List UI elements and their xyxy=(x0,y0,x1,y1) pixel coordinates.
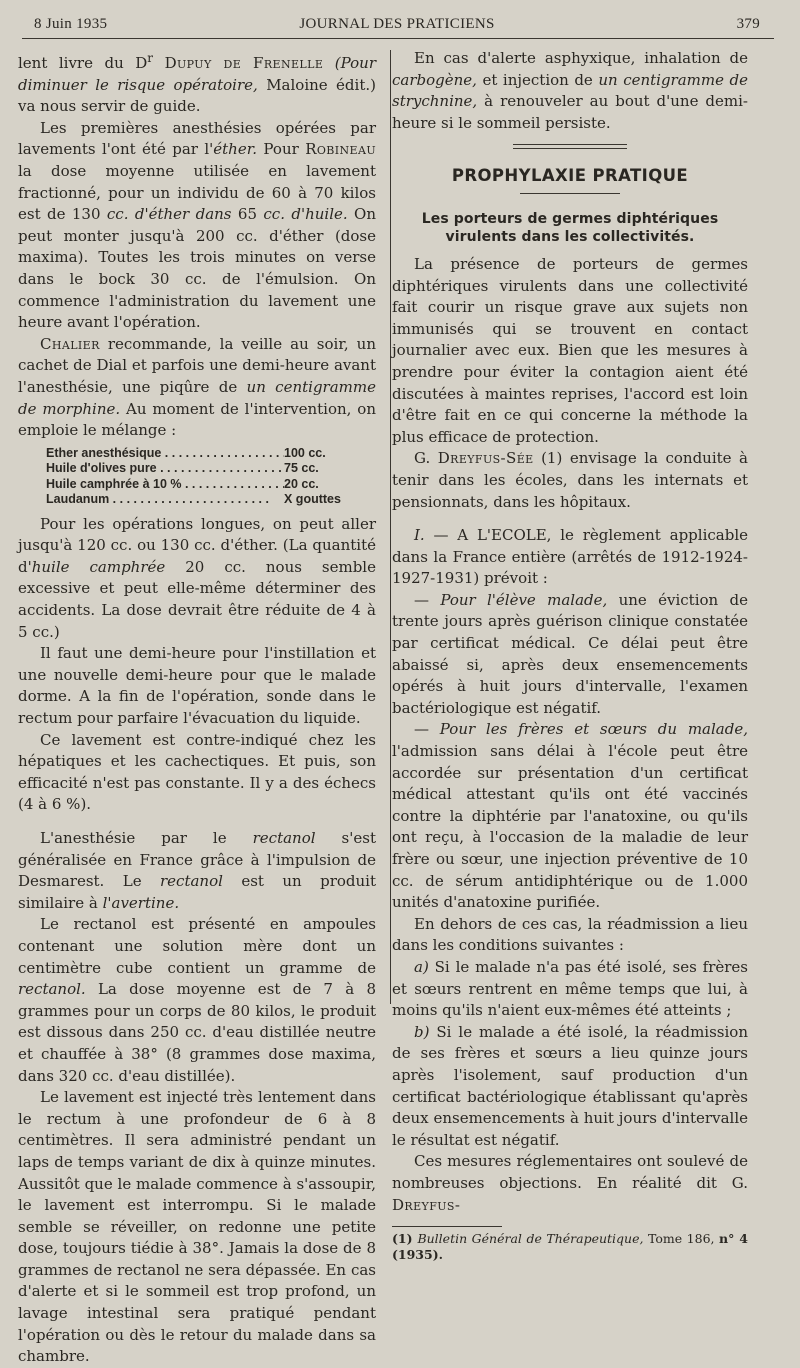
footnote-rule xyxy=(392,1226,502,1227)
paragraph: b) Si le malade a été isolé, la réadmission de ses frères et sœurs a lieu quinze jours après l'isolement, sauf production d'un certificat bactériologique établissant qu'après deux ensemencements à huit jours d'intervalle le résultat est négatif. xyxy=(392,1022,748,1149)
column-divider xyxy=(390,50,391,1004)
title-rule xyxy=(520,193,620,194)
author-name: Robineau xyxy=(305,140,376,159)
paragraph: En cas d'alerte asphyxique, inhalation de carbogène, et injection de un centigramme de strychnine, à renouveler au bout d'une demi-heure si le sommeil persiste. xyxy=(392,49,749,132)
journal-title: JOURNAL DES PRATICIENS xyxy=(299,16,495,32)
book-title: (Pour diminuer le risque opératoire, xyxy=(18,54,376,94)
paragraph: Pour les opérations longues, on peut aller jusqu'à 120 cc. ou 130 cc. d'éther. (La quantité d'huile camphrée 20 cc. nous semble excessive et peut elle-même déterminer des accidents. La dose devrait être réduite de 4 à 5 cc.) xyxy=(18,514,376,641)
paragraph: En dehors de ces cas, la réadmission a lieu dans les conditions suivantes : xyxy=(392,914,748,955)
author-name: Dreyfus-Sée xyxy=(437,449,534,468)
author-name: Dupuy de Frenelle xyxy=(164,54,324,72)
paragraph: G. Dreyfus-Sée (1) envisage la conduite à tenir dans les écoles, dans les internats et pensionnats, dans les hôpitaux. xyxy=(392,449,748,511)
paragraph: a) Si le malade n'a pas été isolé, ses frères et sœurs rentrent en même temps que lui, à moins qu'ils n'aient eux-mêmes été atteints ; xyxy=(392,957,748,1020)
mixture-row: Laudanum . . . X gouttes xyxy=(46,492,346,508)
paragraph: Les premières anesthésies opérées par lavements l'ont été par l'éther. Pour Robineau la dose moyenne utilisée en lavement fractionné, pour un individu de 60 à 70 kilos est de 130 cc. d'éther dans 65 cc. d'huile. On peut monter jusqu'à 200 cc. d'éther (dose maxima). Toutes les trois minutes on verse dans le bock 30 cc. de l'émulsion. On commence l'administration du lavement une heure avant l'opération. xyxy=(18,118,376,332)
paragraph: Chalier recommande, la veille au soir, un cachet de Dial et parfois une demi-heure avant l'anesthésie, une piqûre de un centigramme de morphine. Au moment de l'intervention, on emploie le mélange : xyxy=(18,334,376,440)
paragraph: Il faut une demi-heure pour l'instillation et une nouvelle demi-heure pour que le malade dorme. A la fin de l'opération, sonde dans le rectum pour parfaire l'évacuation du liquide. xyxy=(18,644,376,728)
section-separator xyxy=(513,144,627,149)
section-title: PROPHYLAXIE PRATIQUE xyxy=(451,166,689,186)
paragraph: — Pour l'élève malade, une éviction de trente jours après guérison clinique constatée par certificat médical. Ce délai peut être abaissé si, après deux ensemencements opérés à huit jours d'intervalle, l'examen bactériologique est négatif. xyxy=(392,590,748,717)
author-name: Chalier xyxy=(40,334,100,353)
left-column xyxy=(18,48,376,1368)
mixture-row: Ether anesthésique . . . 100 cc. xyxy=(46,446,346,462)
paragraph: — Pour les frères et sœurs du malade, l'admission sans délai à l'école peut être accordée sur présentation d'un certificat médical attestant qu'ils ont été vaccinés contre la diphtérie par l'anatoxine, ou qu'ils ont reçu, à l'occasion de la maladie de leur frère ou sœur, une injection préventive de 10 cc. de sérum antidiphtérique ou de 1.000 unités d'anatoxine purifiée. xyxy=(392,720,748,912)
author-name: Dreyfus- xyxy=(392,1195,461,1214)
paragraph: Le lavement est injecté très lentement dans le rectum à une profondeur de 6 à 8 centimètres. Il sera administré pendant un laps de temps variant de dix à quinze minutes. Aussitôt que le malade commence à s'assoupir, le lavement est interrompu. Si le malade semble se réveiller, on redonne une petite dose, toujours tiédie à 38°. Jamais la dose de 8 grammes de rectanol ne sera dépassée. En cas d'alerte et si le sommeil est trop profond, un lavage intestinal sera pratiqué pendant l'opération ou dès le retour du malade dans sa chambre. xyxy=(18,1088,376,1366)
mixture-row: Huile d'olives pure . . . 75 cc. xyxy=(46,461,346,477)
paragraph: Ce lavement est contre-indiqué chez les hépatiques et les cachectiques. Et puis, son efficacité n'est pas constante. Il y a des échecs (4 à 6 %). xyxy=(18,730,376,814)
article-subtitle: Les porteurs de germes diphtériques virulents dans les collectivités. xyxy=(421,210,719,245)
page-number: 379 xyxy=(736,16,760,32)
right-column xyxy=(392,48,748,1263)
issue-date: 8 Juin 1935 xyxy=(34,16,108,32)
paragraph: Ces mesures réglementaires ont soulevé de nombreuses objections. En réalité dit G. Dreyfus- xyxy=(392,1152,748,1214)
paragraph: I. — A L'ECOLE, le règlement applicable dans la France entière (arrêtés de 1912-1924-1927-1931) prévoit : xyxy=(392,526,748,588)
paragraph: La présence de porteurs de germes diphtériques virulents dans une collectivité fait courir un risque grave aux sujets non immunisés qui se trouvent en contact journalier avec eux. Bien que les mesures à prendre pour éviter la contagion aient été discutées à maintes reprises, l'accord est loin d'être fait en ce qui concerne la méthode la plus efficace de protection. xyxy=(392,254,748,446)
paragraph: Le rectanol est présenté en ampoules contenant une solution mère dont un centimètre cube contient un gramme de rectanol. La dose moyenne est de 7 à 8 grammes pour un corps de 80 kilos, le produit est dissous dans 250 cc. d'eau distillée neutre et chauffée à 38° (8 grammes dose maxima, dans 320 cc. d'eau distillée). xyxy=(18,915,376,1085)
paragraph: L'anesthésie par le rectanol s'est généralisée en France grâce à l'impulsion de Desmarest. Le rectanol est un produit similaire à l'avertine. xyxy=(18,829,377,912)
header-rule xyxy=(22,38,774,39)
mixture-table xyxy=(46,446,346,508)
paragraph: lent livre du $D^r$ Dupuy de Frenelle (Pour diminuer le risque opératoire, Maloine édit.) va nous servir de guide. xyxy=(18,51,376,116)
footnote: (1) Bulletin Général de Thérapeutique, Tome 186, n° 4 (1935). xyxy=(392,1231,748,1263)
mixture-row: Huile camphrée à 10 % . . . 20 cc. xyxy=(46,477,346,493)
running-header xyxy=(34,14,760,36)
